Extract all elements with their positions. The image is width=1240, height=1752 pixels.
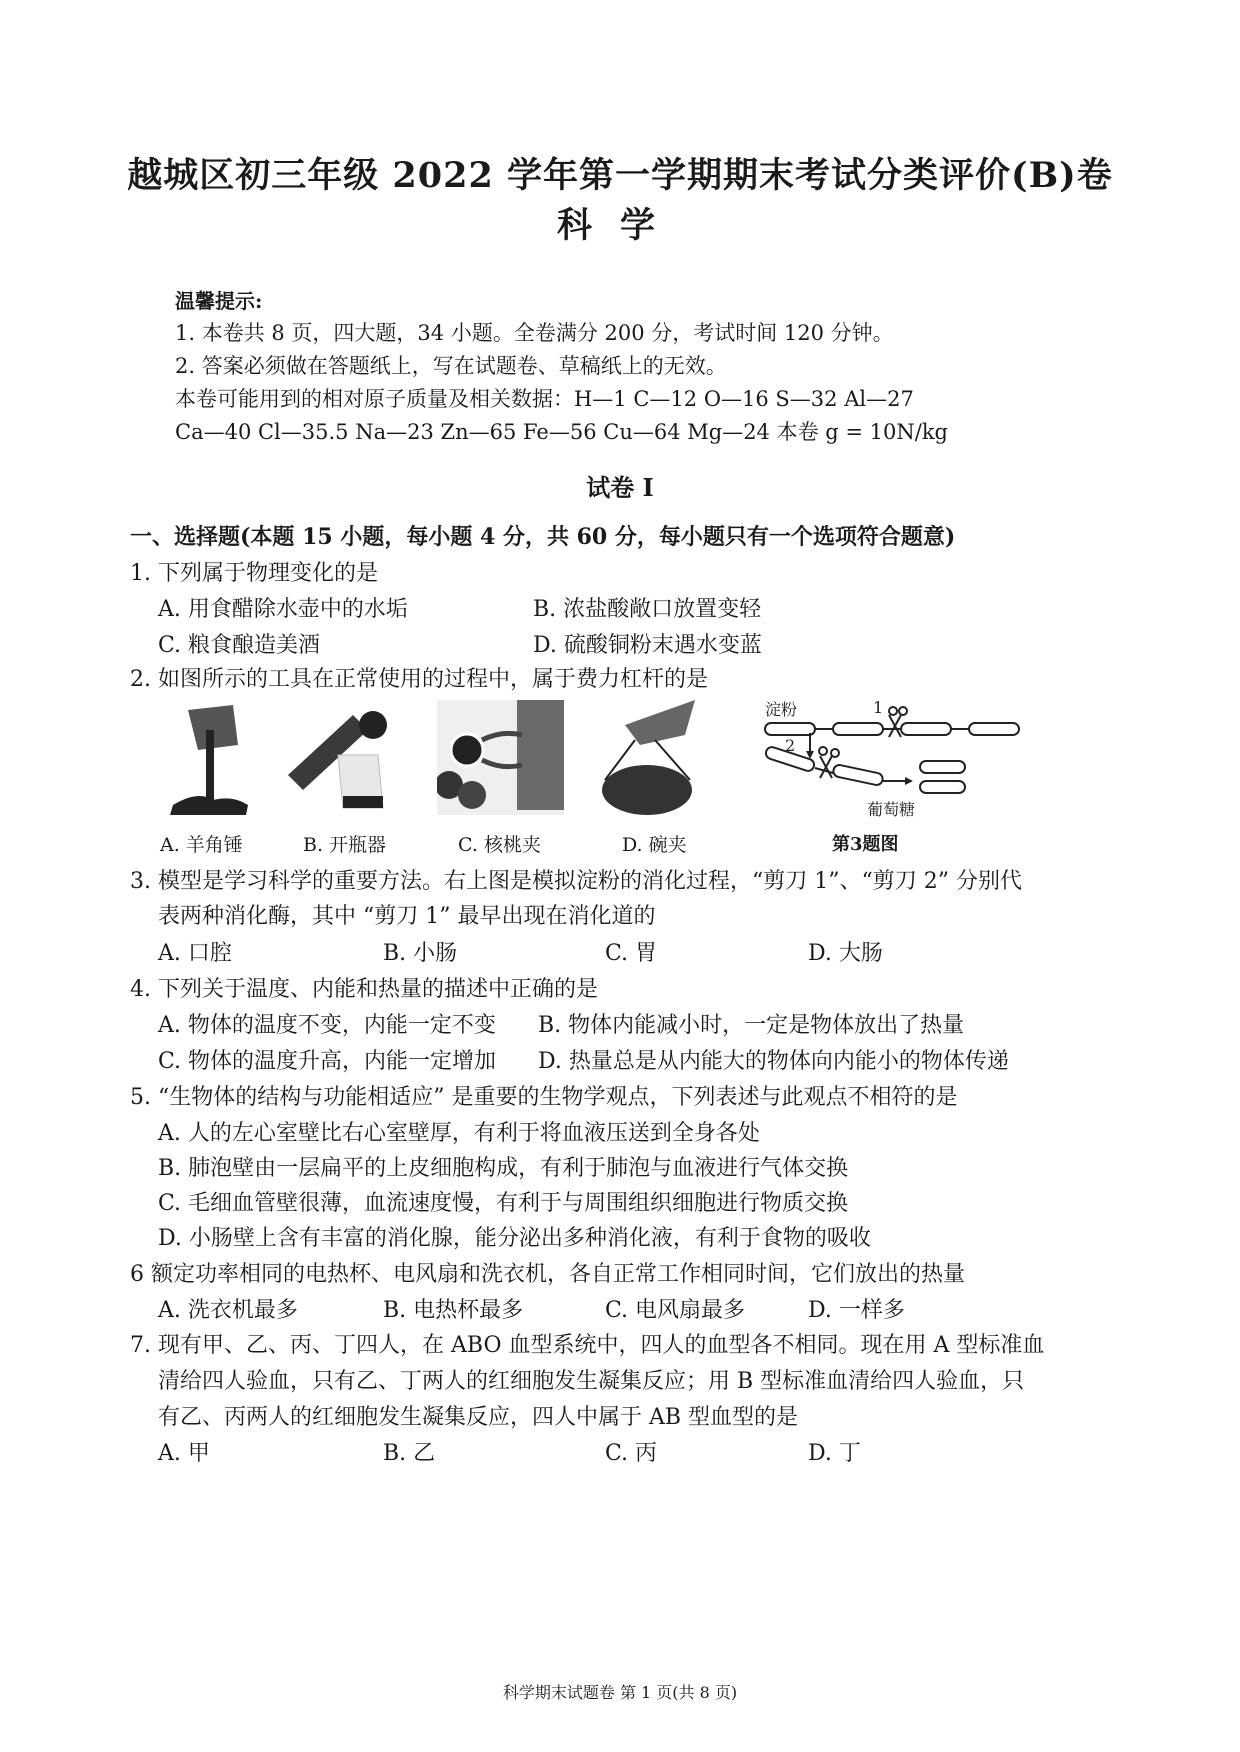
question-text: 如图所示的工具在正常使用的过程中，属于费力杠杆的是 — [158, 667, 709, 692]
q6-option-c: C. 电风扇最多 — [605, 1298, 746, 1323]
exam-title: 越城区初三年级 2022 学年第一学期期末考试分类评价(B)卷 — [127, 155, 1113, 196]
q4-option-d: D. 热量总是从内能大的物体向内能小的物体传递 — [538, 1049, 1009, 1074]
question-number: 7. — [130, 1333, 151, 1358]
question-4-stem — [130, 972, 598, 1003]
svg-text:2: 2 — [785, 736, 796, 755]
tips-line-2: 2. 答案必须做在答题纸上，写在试题卷、草稿纸上的无效。 — [175, 354, 727, 378]
question-1-stem — [130, 556, 378, 587]
q4-option-c: C. 物体的温度升高，内能一定增加 — [158, 1049, 497, 1074]
q3-option-c: C. 胃 — [605, 941, 658, 966]
q2-caption-a: A. 羊角锤 — [160, 834, 243, 856]
q6-option-a: A. 洗衣机最多 — [158, 1298, 298, 1323]
question-3-stem — [130, 864, 1022, 895]
q4-option-a: A. 物体的温度不变，内能一定不变 — [158, 1013, 496, 1038]
claw-hammer-image — [158, 700, 258, 820]
q7-option-b: B. 乙 — [383, 1441, 436, 1466]
tips-heading: 温馨提示: — [175, 289, 263, 313]
question-number: 4. — [130, 977, 151, 1002]
section-heading: 一、选择题(本题 15 小题，每小题 4 分，共 60 分，每小题只有一个选项符合题意) — [130, 524, 956, 550]
q5-option-a: A. 人的左心室壁比右心室壁厚，有利于将血液压送到全身各处 — [158, 1121, 760, 1146]
page-footer: 科学期末试题卷 第 1 页(共 8 页) — [502, 1683, 738, 1702]
q2-caption-d: D. 碗夹 — [622, 834, 687, 856]
svg-text:1: 1 — [873, 698, 884, 717]
q3-option-a: A. 口腔 — [158, 941, 232, 966]
paper-section-title: 试卷 I — [586, 473, 654, 502]
tips-atomic-mass-line-2: Ca—40 Cl—35.5 Na—23 Zn—65 Fe—56 Cu—64 Mg—24 本卷 g = 10N/kg — [175, 420, 948, 444]
question-text: 下列属于物理变化的是 — [158, 561, 379, 586]
q7-option-a: A. 甲 — [158, 1441, 210, 1466]
q2-caption-c: C. 核桃夹 — [458, 834, 541, 856]
q1-option-d: D. 硫酸铜粉末遇水变蓝 — [533, 633, 762, 658]
question-number: 2. — [130, 667, 151, 692]
q1-option-a: A. 用食醋除水壶中的水垢 — [158, 597, 408, 622]
question-text: 模型是学习科学的重要方法。右上图是模拟淀粉的消化过程，“剪刀 1”、“剪刀 2” 分别代 — [158, 869, 1022, 894]
question-text: 额定功率相同的电热杯、电风扇和洗衣机，各自正常工作相同时间，它们放出的热量 — [151, 1262, 966, 1287]
exam-subject: 科学 — [556, 205, 683, 246]
question-number: 1. — [130, 561, 151, 586]
tips-line-1: 1. 本卷共 8 页，四大题，34 小题。全卷满分 200 分，考试时间 120 分钟。 — [175, 321, 894, 345]
q3-option-d: D. 大肠 — [808, 941, 883, 966]
q6-option-b: B. 电热杯最多 — [383, 1298, 524, 1323]
q5-option-d: D. 小肠壁上含有丰富的消化腺，能分泌出多种消化液，有利于食物的吸收 — [158, 1226, 871, 1251]
bowl-clamp-image — [595, 695, 705, 820]
diagram-label-starch: 淀粉 — [765, 700, 798, 719]
question-2-stem — [130, 662, 708, 693]
q7-option-d: D. 丁 — [808, 1441, 861, 1466]
nutcracker-image — [437, 700, 564, 815]
figure-3-caption: 第3题图 — [832, 834, 899, 855]
q7-option-c: C. 丙 — [605, 1441, 658, 1466]
q1-option-c: C. 粮食酿造美酒 — [158, 633, 321, 658]
question-6-stem — [130, 1257, 965, 1288]
q1-option-b: B. 浓盐酸敞口放置变轻 — [533, 597, 762, 622]
bottle-opener-image — [283, 700, 388, 810]
diagram-label-glucose: 葡萄糖 — [867, 800, 916, 819]
question-text: 现有甲、乙、丙、丁四人，在 ABO 血型系统中，四人的血型各不相同。现在用 A 型标准血 — [158, 1333, 1045, 1358]
q5-option-b: B. 肺泡壁由一层扁平的上皮细胞构成，有利于肺泡与血液进行气体交换 — [158, 1156, 849, 1181]
q4-option-b: B. 物体内能减小时，一定是物体放出了热量 — [538, 1013, 965, 1038]
question-number: 3. — [130, 869, 151, 894]
question-number: 5. — [130, 1085, 151, 1110]
question-7-stem-line-2: 清给四人验血，只有乙、丁两人的红细胞发生凝集反应；用 B 型标准血清给四人验血，只 — [158, 1369, 1025, 1394]
question-7-stem — [130, 1328, 1044, 1359]
question-text: “生物体的结构与功能相适应” 是重要的生物学观点，下列表述与此观点不相符的是 — [158, 1085, 958, 1110]
question-5-stem — [130, 1080, 958, 1111]
q3-option-b: B. 小肠 — [383, 941, 458, 966]
q2-caption-b: B. 开瓶器 — [303, 834, 387, 856]
starch-digestion-diagram — [755, 693, 1025, 823]
tips-atomic-mass-line-1: 本卷可能用到的相对原子质量及相关数据：H—1 C—12 O—16 S—32 Al—27 — [175, 387, 914, 411]
q5-option-c: C. 毛细血管壁很薄，血流速度慢，有利于与周围组织细胞进行物质交换 — [158, 1191, 849, 1216]
question-number: 6 — [130, 1262, 144, 1287]
question-7-stem-line-3: 有乙、丙两人的红细胞发生凝集反应，四人中属于 AB 型血型的是 — [158, 1405, 799, 1430]
q6-option-d: D. 一样多 — [808, 1298, 905, 1323]
question-text: 下列关于温度、内能和热量的描述中正确的是 — [158, 977, 599, 1002]
question-3-stem-line-2: 表两种消化酶，其中 “剪刀 1” 最早出现在消化道的 — [158, 904, 656, 929]
